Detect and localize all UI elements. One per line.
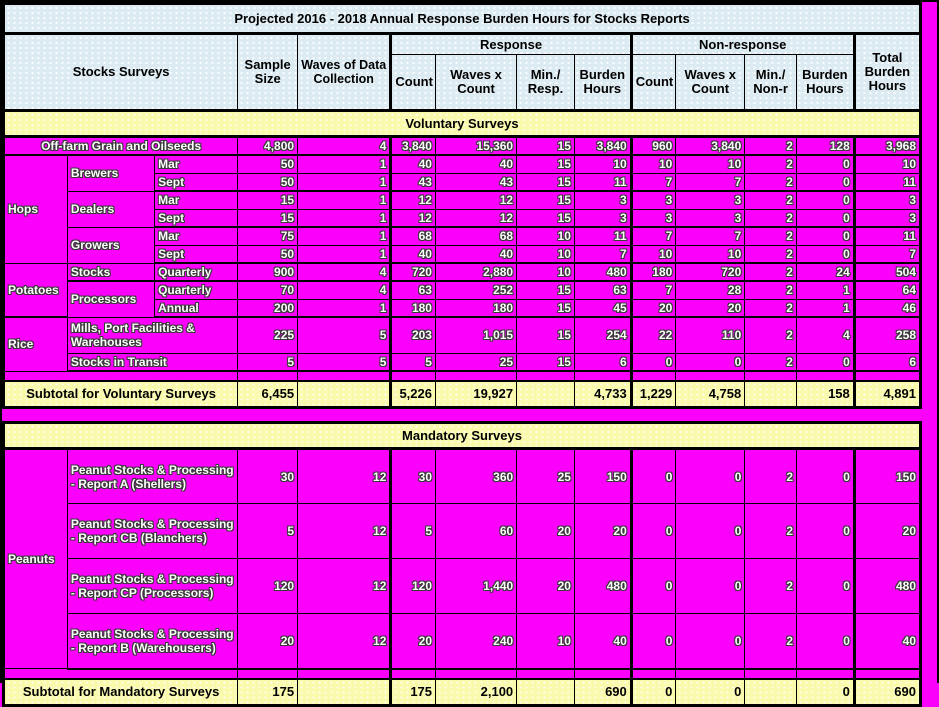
subtotal-cell — [298, 381, 391, 408]
table-cell: 480 — [574, 559, 631, 614]
table-cell: 0 — [797, 449, 855, 504]
subtotal-cell: Subtotal for Voluntary Surveys — [4, 381, 238, 408]
table-cell: 25 — [517, 449, 575, 504]
table-cell: Dealers — [67, 191, 154, 227]
table-cell: 11 — [574, 173, 631, 191]
column-header-total-burden-hours: Total Burden Hours — [854, 34, 920, 111]
table-cell — [854, 669, 920, 679]
table-cell: Quarterly — [155, 281, 238, 299]
table-cell: 15 — [517, 317, 575, 353]
table-cell: 43 — [435, 173, 516, 191]
table-cell: 11 — [574, 227, 631, 245]
table-cell: 0 — [631, 559, 676, 614]
table-row — [4, 559, 921, 614]
table-cell — [854, 371, 920, 381]
table-cell: 0 — [796, 173, 854, 191]
table-cell — [631, 371, 676, 381]
table-cell: 40 — [435, 245, 516, 263]
table-cell: 0 — [676, 504, 745, 559]
table-cell: 15 — [517, 173, 575, 191]
table-row — [4, 614, 921, 669]
table-cell: 1 — [796, 299, 854, 317]
table-cell: 203 — [391, 317, 436, 353]
table-cell: 2 — [745, 317, 797, 353]
table-cell: 900 — [238, 263, 298, 281]
table-cell: 5 — [298, 317, 391, 353]
table-cell — [391, 669, 436, 679]
table-cell: Mar — [155, 227, 238, 245]
table-cell: 75 — [238, 227, 298, 245]
table-cell: 20 — [517, 559, 575, 614]
table-cell: 15 — [238, 191, 298, 209]
table-row — [4, 227, 921, 245]
table-cell: 4 — [298, 281, 391, 299]
table-cell: 30 — [238, 449, 298, 504]
subtotal-cell: 0 — [797, 679, 855, 706]
table-cell: 240 — [436, 614, 517, 669]
table-cell — [745, 371, 797, 381]
table-row — [4, 281, 921, 299]
table-cell: 1,440 — [436, 559, 517, 614]
table-cell — [797, 669, 855, 679]
table-cell: 1 — [298, 155, 391, 173]
table-cell: 3 — [574, 209, 631, 227]
table-cell: 150 — [574, 449, 631, 504]
table-cell: 7 — [631, 281, 676, 299]
table-cell: 3 — [631, 191, 676, 209]
table-cell: 5 — [391, 504, 436, 559]
table-cell — [4, 371, 238, 381]
table-cell: 5 — [238, 504, 298, 559]
table-cell: 0 — [676, 353, 745, 371]
table-cell: 40 — [391, 245, 436, 263]
table-cell: 0 — [796, 155, 854, 173]
table-cell: 24 — [796, 263, 854, 281]
table-cell: 64 — [854, 281, 920, 299]
table-cell: 12 — [298, 504, 391, 559]
table-cell — [574, 371, 631, 381]
table-cell: 7 — [854, 245, 920, 263]
table-cell: 12 — [298, 559, 391, 614]
subtotal-cell: 690 — [574, 679, 631, 706]
table-cell — [676, 371, 745, 381]
table-cell — [4, 669, 238, 679]
table-cell: Potatoes — [4, 263, 68, 317]
table-cell: 2 — [745, 173, 797, 191]
table-cell: 3 — [631, 209, 676, 227]
table-cell — [796, 371, 854, 381]
table-cell: 10 — [517, 263, 575, 281]
column-header-sample-size: Sample Size — [238, 34, 298, 111]
table-cell: 3 — [676, 209, 745, 227]
table-cell: Quarterly — [155, 263, 238, 281]
table-cell: 0 — [631, 504, 676, 559]
table-cell: 128 — [796, 137, 854, 156]
table-cell: 0 — [676, 614, 745, 669]
table-cell: 150 — [854, 449, 920, 504]
table-cell: 2 — [745, 504, 797, 559]
table-cell: 0 — [676, 559, 745, 614]
table-cell: 2 — [745, 281, 797, 299]
table-cell: 46 — [854, 299, 920, 317]
table-cell — [676, 669, 745, 679]
table-cell: 2,880 — [435, 263, 516, 281]
table-cell: 5 — [298, 353, 391, 371]
table-cell: 10 — [854, 155, 920, 173]
subtotal-cell — [298, 679, 391, 706]
table-cell: 15 — [517, 209, 575, 227]
table-cell: Mar — [155, 155, 238, 173]
table-cell: 720 — [391, 263, 436, 281]
table-cell: 1 — [298, 299, 391, 317]
table-cell: 720 — [676, 263, 745, 281]
table-cell: 3 — [854, 191, 920, 209]
table-cell — [436, 669, 517, 679]
table-cell: 0 — [796, 209, 854, 227]
table-cell: 15 — [238, 209, 298, 227]
table-cell: 2 — [745, 353, 797, 371]
table-cell: 2 — [745, 449, 797, 504]
column-header-nonresponse-count: Count — [631, 55, 676, 111]
table-cell: 1 — [298, 209, 391, 227]
subtotal-cell: 2,100 — [436, 679, 517, 706]
table-cell: Growers — [67, 227, 154, 263]
table-cell: Processors — [67, 281, 154, 317]
subtotal-row — [4, 679, 921, 706]
table-title-row — [4, 4, 921, 34]
table-cell: Brewers — [67, 155, 154, 191]
table-cell: 28 — [676, 281, 745, 299]
table-cell: 120 — [391, 559, 436, 614]
table-cell: 6 — [854, 353, 920, 371]
table-cell: Sept — [155, 173, 238, 191]
table-cell: 70 — [238, 281, 298, 299]
table-cell: 10 — [517, 614, 575, 669]
table-cell: 50 — [238, 245, 298, 263]
table-cell: 2 — [745, 559, 797, 614]
table-cell: 10 — [676, 155, 745, 173]
table-cell: 0 — [796, 191, 854, 209]
table-cell: 360 — [436, 449, 517, 504]
table-cell: 0 — [797, 504, 855, 559]
voluntary-table — [2, 2, 922, 409]
table-cell: 120 — [238, 559, 298, 614]
table-cell: 5 — [238, 353, 298, 371]
table-cell: 2 — [745, 245, 797, 263]
table-cell: 10 — [631, 245, 676, 263]
table-cell — [298, 371, 391, 381]
table-cell: Rice — [4, 317, 68, 371]
table-cell: 15,360 — [435, 137, 516, 156]
table-cell: 20 — [574, 504, 631, 559]
table-cell: 0 — [631, 449, 676, 504]
table-row — [4, 449, 921, 504]
table-cell: 10 — [631, 155, 676, 173]
mandatory-band-label: Mandatory Surveys — [4, 423, 921, 449]
table-cell: 258 — [854, 317, 920, 353]
table-cell: 20 — [854, 504, 920, 559]
table-cell: 6 — [574, 353, 631, 371]
table-cell — [517, 371, 575, 381]
column-header-min-resp: Min./ Resp. — [517, 55, 575, 111]
subtotal-cell: 4,891 — [854, 381, 920, 408]
table-cell: 12 — [435, 209, 516, 227]
table-cell: 180 — [391, 299, 436, 317]
table-cell: 2 — [745, 263, 797, 281]
table-cell: 180 — [435, 299, 516, 317]
subtotal-cell: 19,927 — [435, 381, 516, 408]
table-cell — [298, 669, 391, 679]
table-cell — [517, 669, 575, 679]
table-cell: 1 — [298, 191, 391, 209]
table-cell: 1 — [298, 173, 391, 191]
table-cell: 15 — [517, 353, 575, 371]
table-cell: 20 — [676, 299, 745, 317]
table-cell: 1 — [796, 281, 854, 299]
table-cell: 3,968 — [854, 137, 920, 156]
table-cell: 252 — [435, 281, 516, 299]
voluntary-band-label: Voluntary Surveys — [4, 111, 921, 137]
group-header-non-response: Non-response — [631, 34, 854, 55]
table-cell: 1,015 — [435, 317, 516, 353]
voluntary-rows — [4, 137, 921, 408]
table-cell: Off-farm Grain and Oilseeds — [4, 137, 238, 156]
table-cell: 68 — [435, 227, 516, 245]
table-cell: 15 — [517, 191, 575, 209]
table-title: Projected 2016 - 2018 Annual Response Burden Hours for Stocks Reports — [4, 4, 921, 34]
table-cell: 200 — [238, 299, 298, 317]
table-cell: Peanut Stocks & Processing - Report A (Shellers) — [67, 449, 237, 504]
table-cell: 40 — [435, 155, 516, 173]
table-cell: 50 — [238, 173, 298, 191]
mandatory-rows — [4, 449, 921, 706]
table-cell: 480 — [854, 559, 920, 614]
table-cell: 0 — [797, 614, 855, 669]
subtotal-cell — [517, 679, 575, 706]
table-cell: 0 — [796, 227, 854, 245]
table-cell: 12 — [298, 449, 391, 504]
table-cell: 15 — [517, 155, 575, 173]
table-cell: 3 — [676, 191, 745, 209]
table-cell: 110 — [676, 317, 745, 353]
table-cell: 7 — [574, 245, 631, 263]
table-cell: 4,800 — [238, 137, 298, 156]
column-header-min-nonr: Min./ Non-r — [745, 55, 797, 111]
subtotal-row — [4, 381, 921, 408]
table-cell: 4 — [298, 137, 391, 156]
table-cell: 0 — [676, 449, 745, 504]
table-cell: 15 — [517, 299, 575, 317]
table-cell: 30 — [391, 449, 436, 504]
table-cell: 0 — [796, 245, 854, 263]
table-cell — [435, 371, 516, 381]
table-cell: 12 — [391, 191, 436, 209]
table-cell: 15 — [517, 281, 575, 299]
table-row — [4, 263, 921, 281]
table-cell: Peanut Stocks & Processing - Report B (Warehousers) — [67, 614, 237, 669]
subtotal-cell: 0 — [676, 679, 745, 706]
table-cell: 15 — [517, 137, 575, 156]
table-cell — [238, 669, 298, 679]
table-cell: 60 — [436, 504, 517, 559]
table-cell: 3 — [574, 191, 631, 209]
table-cell: 4 — [298, 263, 391, 281]
subtotal-cell: 4,758 — [676, 381, 745, 408]
table-cell: 7 — [631, 173, 676, 191]
table-cell: 960 — [631, 137, 676, 156]
table-cell: 5 — [391, 353, 436, 371]
table-cell: 2 — [745, 137, 797, 156]
table-cell: 63 — [574, 281, 631, 299]
group-header-response: Response — [391, 34, 631, 55]
table-cell — [391, 371, 436, 381]
table-cell: 2 — [745, 191, 797, 209]
table-cell: 20 — [238, 614, 298, 669]
mandatory-band — [4, 423, 921, 449]
table-cell: 12 — [391, 209, 436, 227]
table-cell: Stocks in Transit — [67, 353, 237, 371]
subtotal-cell: 5,226 — [391, 381, 436, 408]
table-cell: 3,840 — [391, 137, 436, 156]
mandatory-table — [2, 421, 922, 707]
header-group-row — [4, 34, 921, 55]
column-header-nonresponse-burden-hours: Burden Hours — [796, 55, 854, 111]
subtotal-cell: 175 — [391, 679, 436, 706]
table-cell — [238, 371, 298, 381]
table-cell: 504 — [854, 263, 920, 281]
subtotal-cell — [517, 381, 575, 408]
table-cell: 20 — [391, 614, 436, 669]
table-cell: 1 — [298, 245, 391, 263]
table-cell: 0 — [631, 353, 676, 371]
table-cell: 7 — [676, 173, 745, 191]
voluntary-band — [4, 111, 921, 137]
table-cell: 2 — [745, 209, 797, 227]
table-cell: 12 — [298, 614, 391, 669]
table-cell: Stocks — [67, 263, 154, 281]
column-header-response-burden-hours: Burden Hours — [574, 55, 631, 111]
table-cell: 2 — [745, 299, 797, 317]
subtotal-cell — [745, 381, 797, 408]
table-cell: 254 — [574, 317, 631, 353]
table-row — [4, 155, 921, 173]
column-header-response-count: Count — [391, 55, 436, 111]
table-cell: 3,840 — [574, 137, 631, 156]
table-cell: 4 — [796, 317, 854, 353]
table-cell: 10 — [574, 155, 631, 173]
table-cell: Annual — [155, 299, 238, 317]
table-cell: 0 — [796, 353, 854, 371]
table-cell: 25 — [435, 353, 516, 371]
table-cell: 50 — [238, 155, 298, 173]
table-cell: 180 — [631, 263, 676, 281]
table-cell: 3,840 — [676, 137, 745, 156]
table-row — [4, 504, 921, 559]
table-cell: 20 — [631, 299, 676, 317]
table-cell: 40 — [391, 155, 436, 173]
table-cell: 1 — [298, 227, 391, 245]
table-cell — [745, 669, 797, 679]
table-cell: 12 — [435, 191, 516, 209]
table-cell: Sept — [155, 209, 238, 227]
table-cell: 7 — [676, 227, 745, 245]
table-row — [4, 353, 921, 371]
column-header-nonresponse-waves-x-count: Waves x Count — [676, 55, 745, 111]
table-cell: 2 — [745, 227, 797, 245]
table-row — [4, 669, 921, 679]
table-cell: Mills, Port Facilities & Warehouses — [67, 317, 237, 353]
table-cell — [574, 669, 631, 679]
table-row — [4, 191, 921, 209]
table-cell: 45 — [574, 299, 631, 317]
table-row — [4, 137, 921, 156]
column-header-stocks-surveys: Stocks Surveys — [4, 34, 238, 111]
table-cell: 20 — [517, 504, 575, 559]
table-cell: Mar — [155, 191, 238, 209]
table-row — [4, 371, 921, 381]
table-cell: 68 — [391, 227, 436, 245]
table-cell: 63 — [391, 281, 436, 299]
table-cell: 40 — [854, 614, 920, 669]
subtotal-cell: Subtotal for Mandatory Surveys — [4, 679, 238, 706]
table-cell: 10 — [517, 227, 575, 245]
subtotal-cell: 4,733 — [574, 381, 631, 408]
column-header-waves: Waves of Data Collection — [298, 34, 391, 111]
table-cell: 40 — [574, 614, 631, 669]
table-cell — [631, 669, 676, 679]
table-cell: 2 — [745, 155, 797, 173]
table-cell: Peanuts — [4, 449, 68, 669]
subtotal-cell: 690 — [854, 679, 920, 706]
subtotal-cell: 0 — [631, 679, 676, 706]
table-cell: Peanut Stocks & Processing - Report CP (Processors) — [67, 559, 237, 614]
table-cell: 0 — [631, 614, 676, 669]
table-cell: 10 — [676, 245, 745, 263]
table-cell: 7 — [631, 227, 676, 245]
subtotal-cell: 6,455 — [238, 381, 298, 408]
table-cell: 480 — [574, 263, 631, 281]
subtotal-cell: 175 — [238, 679, 298, 706]
table-row — [4, 317, 921, 353]
column-header-response-waves-x-count: Waves x Count — [435, 55, 516, 111]
table-cell: Sept — [155, 245, 238, 263]
section-gap — [2, 409, 937, 421]
table-cell: 10 — [517, 245, 575, 263]
table-cell: 22 — [631, 317, 676, 353]
table-cell: 225 — [238, 317, 298, 353]
table-cell: 43 — [391, 173, 436, 191]
table-cell: 11 — [854, 227, 920, 245]
subtotal-cell — [745, 679, 797, 706]
table-cell: 3 — [854, 209, 920, 227]
table-cell: Peanut Stocks & Processing - Report CB (Blanchers) — [67, 504, 237, 559]
table-cell: 11 — [854, 173, 920, 191]
subtotal-cell: 158 — [796, 381, 854, 408]
subtotal-cell: 1,229 — [631, 381, 676, 408]
table-cell: 2 — [745, 614, 797, 669]
table-cell: 0 — [797, 559, 855, 614]
table-cell: Hops — [4, 155, 68, 263]
